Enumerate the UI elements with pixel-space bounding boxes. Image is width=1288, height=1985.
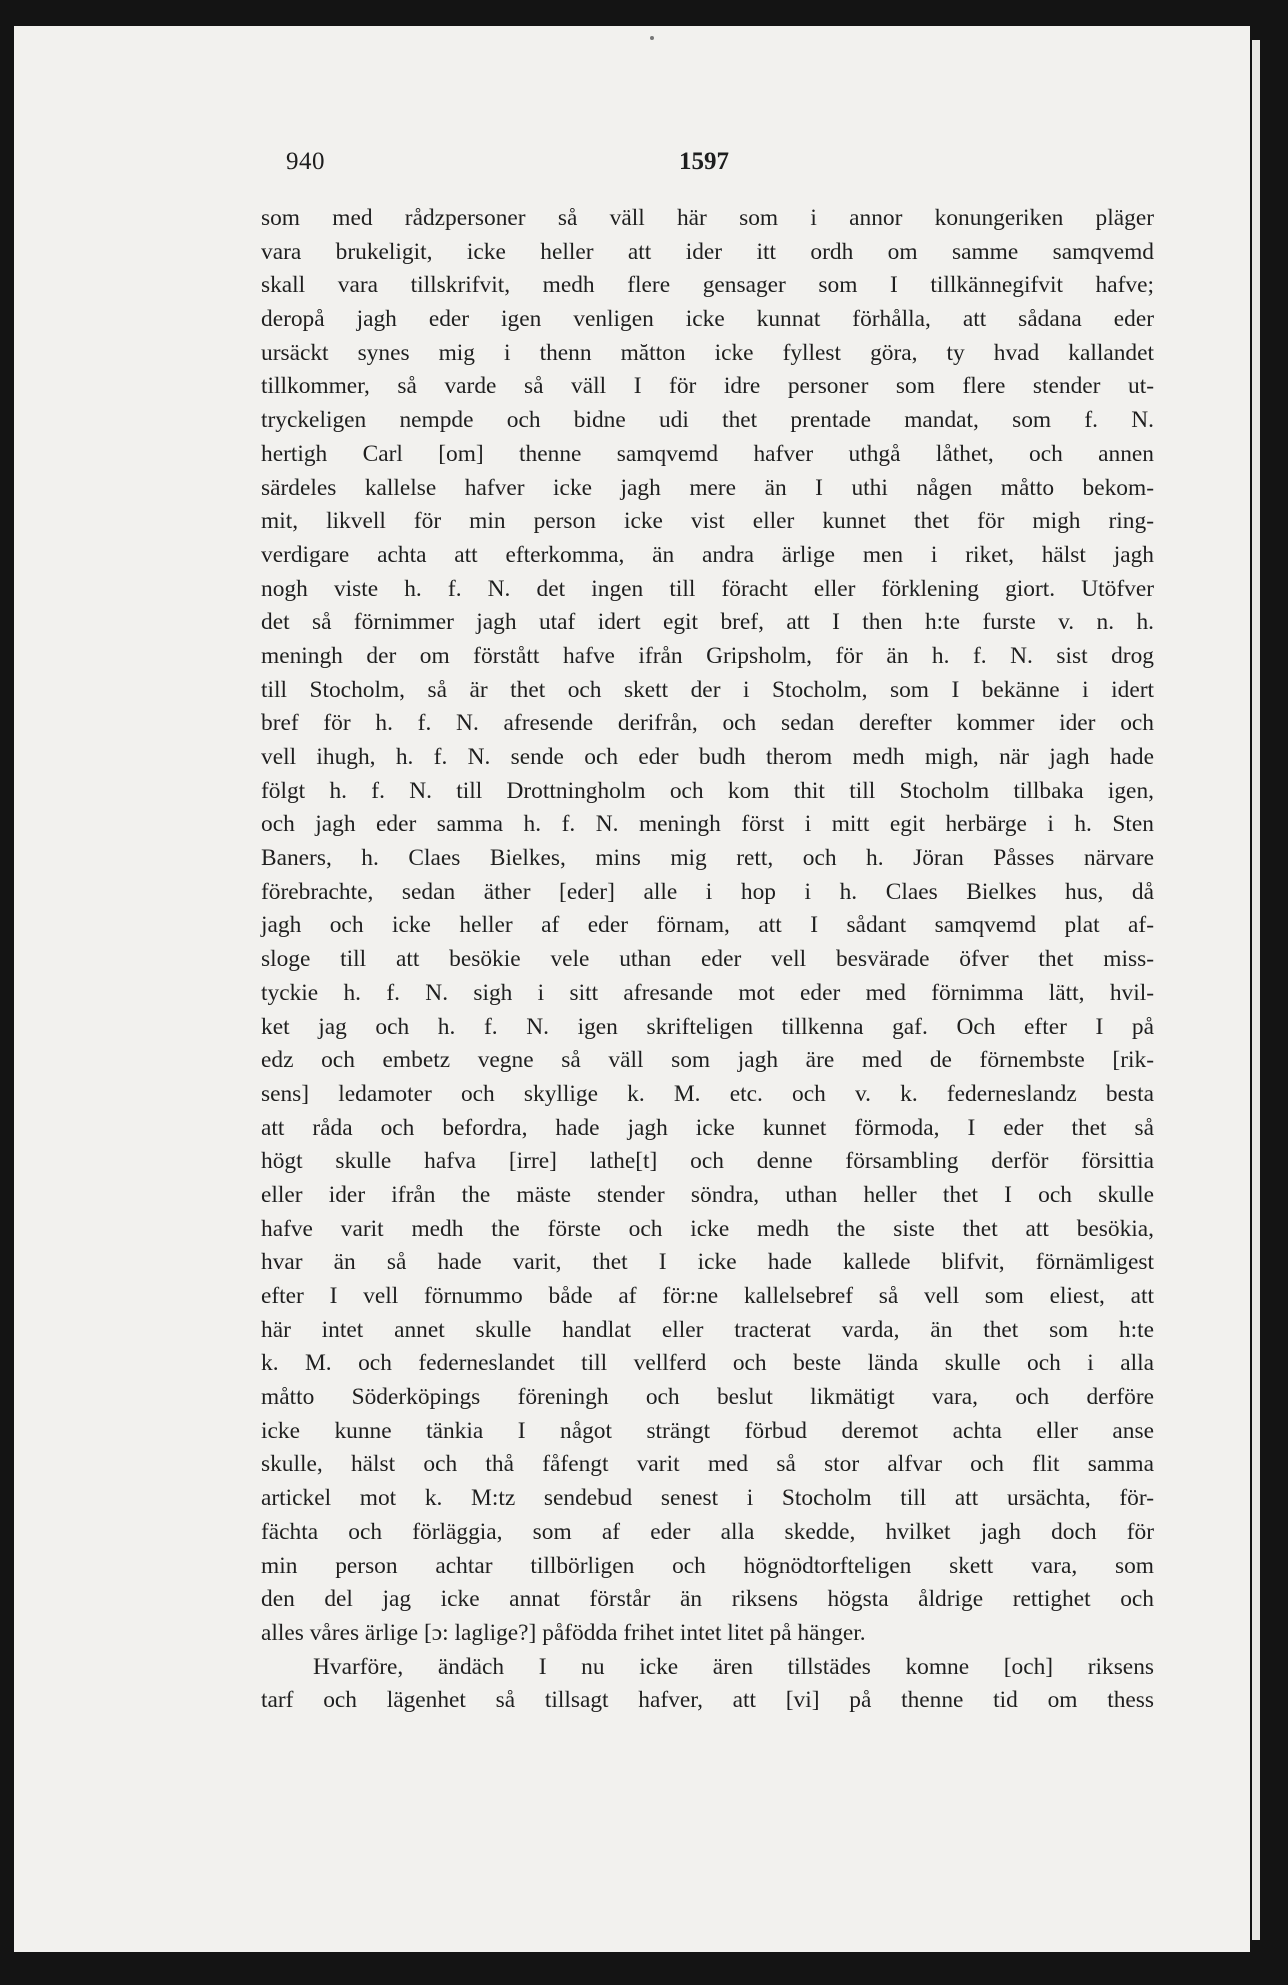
body-text [261,202,1154,1718]
text-line: min person achtar tillbörligen och högnödtorfteligen skett vara, som [261,1552,1154,1579]
text-line: artickel mot k. M:tz sendebud senest i Stocholm till att ursächta, för- [261,1485,1154,1512]
text-line: icke kunne tänkia I något strängt förbud deremot achta eller anse [261,1417,1154,1444]
text-line: måtto Söderköpings föreningh och beslut likmätigt vara, och derföre [261,1384,1154,1411]
text-line: Hvarföre, ändäch I nu icke ären tillstädes komne [och] riksens [313,1653,1154,1680]
text-line: till Stocholm, så är thet och skett der i Stocholm, som I bekänne i idert [261,676,1154,703]
text-line: fächta och förläggia, som af eder alla skedde, hvilket jagh doch för [261,1518,1154,1545]
text-line: meningh der om förstått hafve ifrån Gripsholm, för än h. f. N. sist drog [261,642,1154,669]
text-line: mit, likvell för min person icke vist eller kunnet thet för migh ring- [261,508,1154,535]
text-line: tyckie h. f. N. sigh i sitt afresande mot eder med förnimma lätt, hvil- [261,979,1154,1006]
text-line: som med rådzpersoner så väll här som i annor konungeriken pläger [261,205,1154,231]
text-line: efter I vell förnummo både af för:ne kallelsebref så vell som eliest, att [261,1283,1154,1309]
text-line: skall vara tillskrifvit, medh flere gensager som I tillkännegifvit hafve; [261,272,1154,299]
text-line: förebrachte, sedan äther [eder] alle i hop i h. Claes Bielkes hus, då [261,878,1154,905]
text-line: verdigare achta att efterkomma, än andra ärlige men i riket, hälst jagh [261,541,1154,568]
scan-speck [650,36,654,40]
text-line: Baners, h. Claes Bielkes, mins mig rett, och h. Jöran Påsses närvare [261,845,1154,872]
text-line: tryckeligen nempde och bidne udi thet prentade mandat, som f. N. [261,407,1154,434]
running-head-year: 1597 [679,148,729,175]
text-line: alles våres ärlige [ɔ: laglige?] påfödda frihet intet litet på hänger. [261,1619,866,1646]
text-line: hvar än så hade varit, thet I icke hade kallede blifvit, förnämligest [261,1249,1154,1276]
text-line: hertigh Carl [om] thenne samqvemd hafver uthgå låthet, och annen [261,440,1154,467]
text-line: hafve varit medh the förste och icke medh the siste thet att besökia, [261,1215,1154,1242]
text-line: högt skulle hafva [irre] lathe[t] och denne försambling derför försittia [261,1148,1154,1175]
text-line: nogh viste h. f. N. det ingen till föracht eller förklening giort. Utöfver [261,575,1154,602]
text-line: fölgt h. f. N. till Drottningholm och kom thit till Stocholm tillbaka igen, [261,777,1154,804]
page-binding-edge [1252,40,1260,1940]
text-line: och jagh eder samma h. f. N. meningh först i mitt egit herbärge i h. Sten [261,811,1154,838]
text-line: deropå jagh eder igen venligen icke kunnat förhålla, att sådana eder [261,306,1154,333]
text-line: edz och embetz vegne så väll som jagh äre med de förnembste [rik- [261,1047,1154,1074]
text-line: ket jag och h. f. N. igen skrifteligen tillkenna gaf. Och efter I på [261,1013,1154,1040]
text-line: särdeles kallelse hafver icke jagh mere än I uthi någen måtto bekom- [261,474,1154,501]
text-line: skulle, hälst och thå fåfengt varit med så stor alfvar och flit samma [261,1451,1154,1478]
text-line: jagh och icke heller af eder förnam, att I sådant samqvemd plat af- [261,912,1154,939]
text-line: det så förnimmer jagh utaf idert egit bref, att I then h:te furste v. n. h. [261,609,1154,636]
text-line: vara brukeligit, icke heller att ider itt ordh om samme samqvemd [261,238,1154,265]
text-line: k. M. och federneslandet till vellferd och beste lända skulle och i alla [261,1350,1154,1377]
text-line: sloge till att besökie vele uthan eder vell besvärade öfver thet miss- [261,946,1154,973]
text-line: tarf och lägenhet så tillsagt hafver, att [vi] på thenne tid om thess [261,1687,1154,1714]
text-line: bref för h. f. N. afresende derifrån, och sedan derefter kommer ider och [261,710,1154,737]
text-line: här intet annet skulle handlat eller tracterat varda, än thet som h:te [261,1316,1154,1343]
text-line: tillkommer, så varde så väll I för idre personer som flere stender ut- [261,373,1154,400]
text-line: sens] ledamoter och skyllige k. M. etc. och v. k. federneslandz besta [261,1080,1154,1107]
text-line: att råda och befordra, hade jagh icke kunnet förmoda, I eder thet så [261,1114,1154,1141]
text-line: den del jag icke annat förstår än riksens högsta åldrige rettighet och [261,1586,1154,1613]
page-number: 940 [286,148,325,175]
text-line: ursäckt synes mig i thenn mătton icke fyllest göra, ty hvad kallandet [261,339,1154,366]
text-line: vell ihugh, h. f. N. sende och eder budh therom medh migh, när jagh hade [261,744,1154,770]
text-line: eller ider ifrån the mäste stender söndra, uthan heller thet I och skulle [261,1181,1154,1208]
